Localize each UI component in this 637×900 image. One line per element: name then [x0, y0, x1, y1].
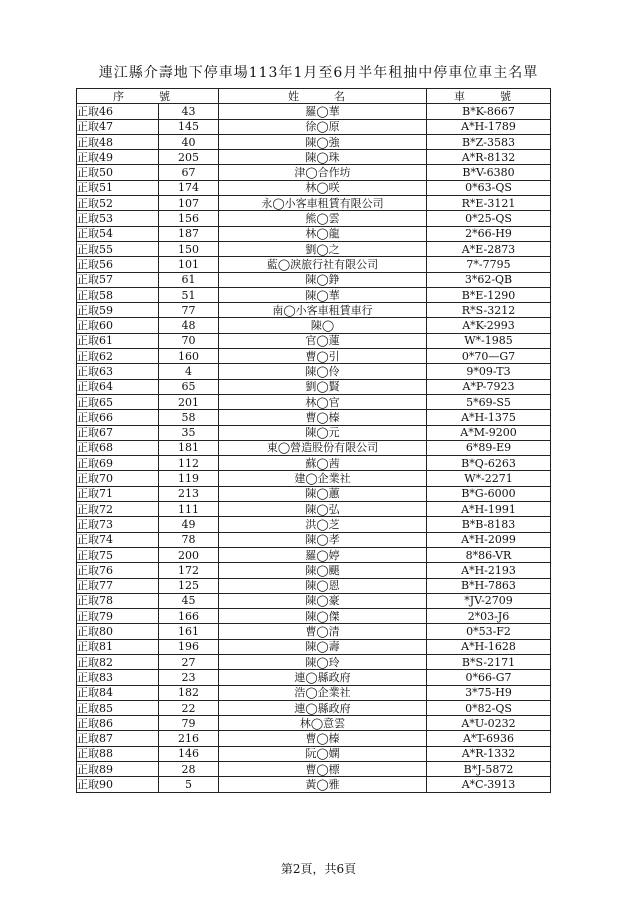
row-label: 正取53	[77, 211, 159, 226]
row-plate: 3*75-H9	[427, 685, 551, 700]
row-name: 南◯小客車租賃車行	[219, 303, 427, 318]
row-plate: A*C-3913	[427, 777, 551, 792]
row-label: 正取54	[77, 226, 159, 241]
row-name: 陳◯華	[219, 287, 427, 302]
row-seq: 166	[159, 609, 219, 624]
row-name: 陳◯蕙	[219, 486, 427, 501]
row-seq: 201	[159, 394, 219, 409]
row-name: 曹◯榛	[219, 731, 427, 746]
row-plate: B*V-6380	[427, 165, 551, 180]
row-seq: 27	[159, 654, 219, 669]
row-plate: 0*53-F2	[427, 624, 551, 639]
row-name: 林◯龍	[219, 226, 427, 241]
table-row	[77, 196, 551, 211]
row-label: 正取52	[77, 196, 159, 211]
row-seq: 22	[159, 700, 219, 715]
row-name: 曹◯引	[219, 349, 427, 364]
table-row	[77, 410, 551, 425]
row-plate: W*-2271	[427, 471, 551, 486]
row-seq: 67	[159, 165, 219, 180]
table-row	[77, 379, 551, 394]
row-seq: 45	[159, 593, 219, 608]
row-name: 黃◯雅	[219, 777, 427, 792]
row-label: 正取60	[77, 318, 159, 333]
row-plate: A*M-9200	[427, 425, 551, 440]
row-plate: B*S-2171	[427, 654, 551, 669]
table-row	[77, 425, 551, 440]
row-seq: 79	[159, 716, 219, 731]
row-label: 正取63	[77, 364, 159, 379]
row-label: 正取55	[77, 241, 159, 256]
row-plate: 0*63-QS	[427, 180, 551, 195]
row-seq: 112	[159, 456, 219, 471]
row-label: 正取62	[77, 349, 159, 364]
row-label: 正取48	[77, 134, 159, 149]
row-label: 正取57	[77, 272, 159, 287]
row-plate: A*H-1628	[427, 639, 551, 654]
row-label: 正取73	[77, 517, 159, 532]
row-label: 正取72	[77, 502, 159, 517]
row-name: 永◯小客車租賃有限公司	[219, 196, 427, 211]
table-row	[77, 241, 551, 256]
row-name: 陳◯恩	[219, 578, 427, 593]
row-label: 正取90	[77, 777, 159, 792]
row-name: 熊◯雲	[219, 211, 427, 226]
table-row	[77, 609, 551, 624]
row-name: 洪◯芝	[219, 517, 427, 532]
row-seq: 156	[159, 211, 219, 226]
row-seq: 70	[159, 333, 219, 348]
header-seq: 序 號	[77, 89, 219, 104]
row-name: 徐◯原	[219, 119, 427, 134]
row-label: 正取87	[77, 731, 159, 746]
row-seq: 49	[159, 517, 219, 532]
row-label: 正取78	[77, 593, 159, 608]
row-seq: 174	[159, 180, 219, 195]
row-seq: 58	[159, 410, 219, 425]
row-name: 陳◯傑	[219, 609, 427, 624]
row-seq: 4	[159, 364, 219, 379]
row-name: 劉◯賢	[219, 379, 427, 394]
row-plate: *JV-2709	[427, 593, 551, 608]
row-plate: 5*69-S5	[427, 394, 551, 409]
row-seq: 196	[159, 639, 219, 654]
row-plate: A*R-1332	[427, 746, 551, 761]
table-header-row	[77, 89, 551, 104]
row-label: 正取84	[77, 685, 159, 700]
row-label: 正取69	[77, 456, 159, 471]
row-name: 藍◯淚旅行社有限公司	[219, 257, 427, 272]
row-plate: 7*-7795	[427, 257, 551, 272]
table-row	[77, 272, 551, 287]
row-label: 正取76	[77, 563, 159, 578]
table-row	[77, 578, 551, 593]
row-label: 正取82	[77, 654, 159, 669]
row-label: 正取58	[77, 287, 159, 302]
table-row	[77, 257, 551, 272]
row-seq: 216	[159, 731, 219, 746]
row-name: 連◯縣政府	[219, 670, 427, 685]
row-label: 正取81	[77, 639, 159, 654]
table-row	[77, 654, 551, 669]
row-label: 正取75	[77, 547, 159, 562]
row-label: 正取65	[77, 394, 159, 409]
row-plate: 3*62-QB	[427, 272, 551, 287]
row-plate: 0*70—G7	[427, 349, 551, 364]
row-name: 陳◯颶	[219, 563, 427, 578]
row-label: 正取85	[77, 700, 159, 715]
table-row	[77, 318, 551, 333]
table-row	[77, 639, 551, 654]
row-label: 正取50	[77, 165, 159, 180]
table-row	[77, 731, 551, 746]
table-row	[77, 180, 551, 195]
row-plate: 0*82-QS	[427, 700, 551, 715]
table-row	[77, 349, 551, 364]
row-name: 陳◯孝	[219, 532, 427, 547]
row-name: 陳◯伶	[219, 364, 427, 379]
row-label: 正取89	[77, 762, 159, 777]
row-seq: 23	[159, 670, 219, 685]
table-row	[77, 287, 551, 302]
table-row	[77, 700, 551, 715]
row-name: 林◯官	[219, 394, 427, 409]
row-seq: 145	[159, 119, 219, 134]
table-row	[77, 211, 551, 226]
row-seq: 77	[159, 303, 219, 318]
table-body	[77, 104, 551, 792]
row-label: 正取67	[77, 425, 159, 440]
table-row	[77, 532, 551, 547]
row-label: 正取79	[77, 609, 159, 624]
row-seq: 35	[159, 425, 219, 440]
row-name: 官◯蓮	[219, 333, 427, 348]
row-seq: 101	[159, 257, 219, 272]
row-plate: B*B-8183	[427, 517, 551, 532]
row-label: 正取71	[77, 486, 159, 501]
row-plate: B*Z-3583	[427, 134, 551, 149]
row-plate: A*H-1789	[427, 119, 551, 134]
row-seq: 161	[159, 624, 219, 639]
table-row	[77, 134, 551, 149]
row-plate: W*-1985	[427, 333, 551, 348]
row-seq: 187	[159, 226, 219, 241]
row-label: 正取86	[77, 716, 159, 731]
table-row	[77, 394, 551, 409]
row-seq: 160	[159, 349, 219, 364]
row-label: 正取70	[77, 471, 159, 486]
row-plate: 2*66-H9	[427, 226, 551, 241]
table-row	[77, 746, 551, 761]
table-row	[77, 119, 551, 134]
row-name: 陳◯元	[219, 425, 427, 440]
table-row	[77, 624, 551, 639]
table-row	[77, 440, 551, 455]
row-seq: 5	[159, 777, 219, 792]
row-seq: 111	[159, 502, 219, 517]
row-plate: A*H-2099	[427, 532, 551, 547]
row-name: 羅◯婷	[219, 547, 427, 562]
row-seq: 200	[159, 547, 219, 562]
winner-table	[76, 88, 551, 793]
row-seq: 43	[159, 104, 219, 119]
page-title: 連江縣介壽地下停車場113年1月至6月半年租抽中停車位車主名單	[98, 65, 539, 81]
row-plate: A*R-8132	[427, 150, 551, 165]
row-label: 正取77	[77, 578, 159, 593]
row-name: 蘇◯茜	[219, 456, 427, 471]
row-name: 連◯縣政府	[219, 700, 427, 715]
row-label: 正取46	[77, 104, 159, 119]
row-seq: 48	[159, 318, 219, 333]
row-label: 正取88	[77, 746, 159, 761]
table-row	[77, 226, 551, 241]
row-plate: B*Q-6263	[427, 456, 551, 471]
table-row	[77, 547, 551, 562]
row-seq: 172	[159, 563, 219, 578]
row-plate: B*G-6000	[427, 486, 551, 501]
table-row	[77, 762, 551, 777]
row-plate: A*K-2993	[427, 318, 551, 333]
row-label: 正取61	[77, 333, 159, 348]
row-label: 正取64	[77, 379, 159, 394]
row-seq: 150	[159, 241, 219, 256]
row-plate: A*E-2873	[427, 241, 551, 256]
table-row	[77, 777, 551, 792]
row-name: 林◯咲	[219, 180, 427, 195]
row-plate: B*H-7863	[427, 578, 551, 593]
row-plate: A*P-7923	[427, 379, 551, 394]
row-seq: 205	[159, 150, 219, 165]
table-row	[77, 165, 551, 180]
row-name: 陳◯	[219, 318, 427, 333]
row-seq: 107	[159, 196, 219, 211]
row-plate: B*J-5872	[427, 762, 551, 777]
row-plate: 2*03-J6	[427, 609, 551, 624]
row-seq: 181	[159, 440, 219, 455]
row-plate: 6*89-E9	[427, 440, 551, 455]
row-name: 陳◯豪	[219, 593, 427, 608]
table-row	[77, 104, 551, 119]
header-plate: 車 號	[427, 89, 551, 104]
row-seq: 78	[159, 532, 219, 547]
row-label: 正取59	[77, 303, 159, 318]
row-plate: 0*25-QS	[427, 211, 551, 226]
row-seq: 65	[159, 379, 219, 394]
row-label: 正取66	[77, 410, 159, 425]
row-plate: B*E-1290	[427, 287, 551, 302]
row-label: 正取51	[77, 180, 159, 195]
row-plate: R*S-3212	[427, 303, 551, 318]
row-name: 陳◯弘	[219, 502, 427, 517]
row-seq: 28	[159, 762, 219, 777]
row-name: 劉◯之	[219, 241, 427, 256]
row-label: 正取47	[77, 119, 159, 134]
header-name: 姓 名	[219, 89, 427, 104]
row-seq: 51	[159, 287, 219, 302]
row-label: 正取80	[77, 624, 159, 639]
table-row	[77, 471, 551, 486]
row-seq: 61	[159, 272, 219, 287]
row-plate: A*T-6936	[427, 731, 551, 746]
table-row	[77, 716, 551, 731]
row-name: 羅◯華	[219, 104, 427, 119]
row-label: 正取83	[77, 670, 159, 685]
row-plate: A*H-1991	[427, 502, 551, 517]
row-name: 陳◯壽	[219, 639, 427, 654]
row-seq: 125	[159, 578, 219, 593]
row-plate: 9*09-T3	[427, 364, 551, 379]
table-row	[77, 563, 551, 578]
row-label: 正取68	[77, 440, 159, 455]
row-name: 陳◯強	[219, 134, 427, 149]
row-name: 曹◯榛	[219, 410, 427, 425]
row-plate: R*E-3121	[427, 196, 551, 211]
row-plate: B*K-8667	[427, 104, 551, 119]
table-row	[77, 670, 551, 685]
row-seq: 213	[159, 486, 219, 501]
row-name: 曹◯清	[219, 624, 427, 639]
row-name: 浩◯企業社	[219, 685, 427, 700]
table-row	[77, 685, 551, 700]
row-label: 正取74	[77, 532, 159, 547]
row-plate: 0*66-G7	[427, 670, 551, 685]
row-plate: A*U-0232	[427, 716, 551, 731]
row-seq: 146	[159, 746, 219, 761]
table-row	[77, 456, 551, 471]
table-row	[77, 303, 551, 318]
row-name: 陳◯珠	[219, 150, 427, 165]
table-row	[77, 150, 551, 165]
row-label: 正取56	[77, 257, 159, 272]
row-label: 正取49	[77, 150, 159, 165]
row-seq: 119	[159, 471, 219, 486]
table-row	[77, 517, 551, 532]
row-name: 津◯合作坊	[219, 165, 427, 180]
table-row	[77, 486, 551, 501]
row-name: 建◯企業社	[219, 471, 427, 486]
table-row	[77, 364, 551, 379]
row-seq: 182	[159, 685, 219, 700]
row-name: 林◯意雲	[219, 716, 427, 731]
row-name: 陳◯錚	[219, 272, 427, 287]
row-name: 阮◯嫻	[219, 746, 427, 761]
row-seq: 40	[159, 134, 219, 149]
page-footer: 第2頁，共6頁	[280, 862, 357, 876]
table-row	[77, 593, 551, 608]
row-name: 曹◯標	[219, 762, 427, 777]
row-name: 東◯營造股份有限公司	[219, 440, 427, 455]
row-name: 陳◯玲	[219, 654, 427, 669]
row-plate: A*H-2193	[427, 563, 551, 578]
row-plate: A*H-1375	[427, 410, 551, 425]
table-row	[77, 333, 551, 348]
row-plate: 8*86-VR	[427, 547, 551, 562]
table-row	[77, 502, 551, 517]
